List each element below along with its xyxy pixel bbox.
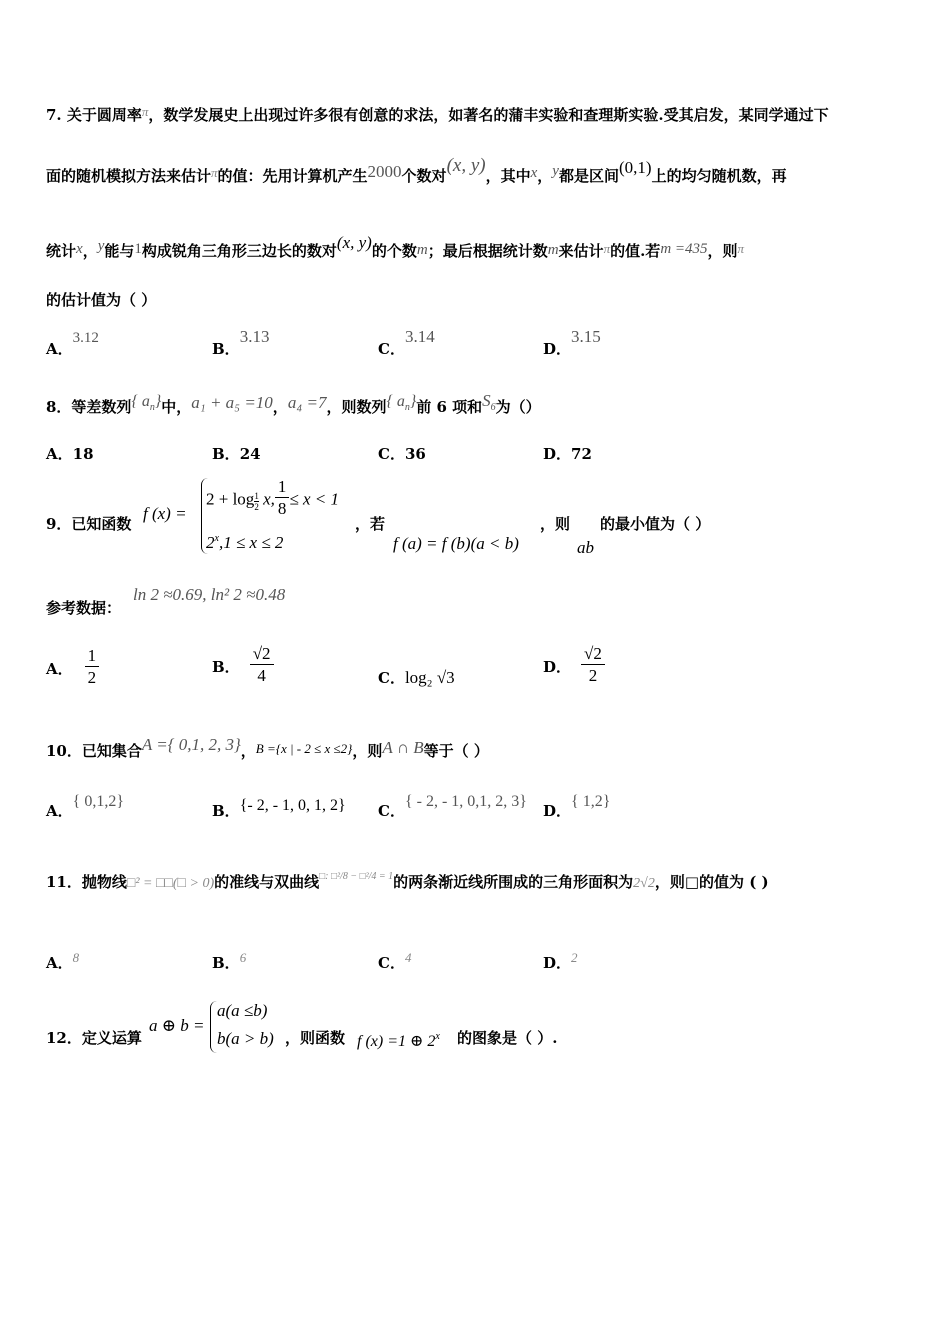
- q8-option-d: D．72: [543, 445, 592, 463]
- y-var: y: [552, 163, 559, 179]
- q9-option-c: C．log₂ √3: [378, 668, 455, 687]
- q10-option-b: B．{- 2, - 1, 0, 1, 2}: [212, 797, 346, 820]
- q9-fx: f (x) =: [143, 504, 187, 523]
- q7-line-3: 统计x，y能与1构成锐角三角形三边长的数对(x, y)的个数m；最后根据统计数m来估计π的值.若m =435，则π: [46, 233, 745, 260]
- q10-option-a: A．{ 0,1,2}: [46, 793, 124, 820]
- y-var: y: [97, 238, 105, 254]
- q8-option-b: B．24: [212, 445, 261, 463]
- q8-stem: 8．等差数列{ $a_n$}中，a₁ + a₅ =10，a₄ =7，则数列{ $a_n$}前 6 项和$S_6$为（）: [46, 391, 541, 416]
- q9-case-2: $2^x,1 \le x \le 2$: [206, 533, 284, 552]
- q12-brace: [210, 1001, 217, 1053]
- q9-condition: f (a) = f (b)(a < b): [393, 534, 519, 553]
- pi-symbol: π: [211, 165, 218, 180]
- q11-option-c: C．4: [378, 950, 412, 972]
- q7-option-d: D．3.15: [543, 327, 601, 358]
- q11-stem: 11．抛物线□² = □□(□ > 0)的准线与双曲线$^{□: □^2/8 - □^2/4 = 1}$的两条渐近线所围成的三角形面积为2√2，则□的值为 ( ): [46, 871, 769, 891]
- q9-option-b: B． $\frac{√2}{4}$: [212, 644, 274, 687]
- q11-option-d: D．2: [543, 950, 578, 972]
- q10-stem: 10．已知集合A ={ 0,1, 2, 3}，B ={x | - 2 ≤ x ≤2}，则A ∩ B等于（ ）: [46, 735, 489, 760]
- m-var: m: [547, 242, 559, 258]
- q7-option-b: B．3.13: [212, 327, 270, 358]
- q9-option-d: D． $\frac{√2}{2}$: [543, 644, 605, 687]
- q12-def: a ⊕ b =: [149, 1016, 205, 1035]
- q9-ref-label: 参考数据：: [46, 599, 122, 617]
- q7-line-1: 7. 关于圆周率π，数学发展史上出现过许多很有创意的求法，如著名的蒲丰实验和查理斯实验.受其启发，某同学通过下: [46, 104, 829, 124]
- pi-symbol: π: [737, 241, 745, 256]
- q9-ref-data: ln 2 ≈0.69, ln² 2 ≈0.48: [133, 585, 286, 604]
- q11-option-b: B．6: [212, 950, 247, 972]
- x-var: x: [530, 165, 538, 181]
- seq-an: { $a_n$}: [131, 393, 162, 413]
- pi-symbol: π: [603, 241, 611, 256]
- q11-option-a: A．8: [46, 950, 80, 972]
- q12-stem-a: 12．定义运算: [46, 1029, 142, 1047]
- q9-stem-c: ，则: [540, 515, 571, 533]
- q7-option-a: A．3.12: [46, 330, 99, 358]
- q9-case-1: 2 + log $\frac{1}{2}$ x, $\frac{1}{8}$ ≤ x < 1: [206, 477, 339, 518]
- q12-case-1: a(a ≤b): [217, 1001, 268, 1020]
- q9-stem-b: ，若: [355, 515, 386, 533]
- q7-line-4: 的估计值为（ ）: [46, 291, 157, 309]
- q9-stem-d: 的最小值为（ ）: [600, 515, 711, 533]
- q8-option-a: A．18: [46, 445, 94, 463]
- q7-option-c: C．3.14: [378, 327, 435, 358]
- q12-stem-c: 的图象是（ ）.: [457, 1029, 558, 1047]
- q12-stem-b: ，则函数: [285, 1029, 346, 1047]
- q12-fx: f (x) =1 ⊕ 2$^x$: [357, 1031, 440, 1050]
- q10-option-d: D．{ 1,2}: [543, 793, 611, 820]
- pi-symbol: π: [141, 104, 149, 119]
- q10-option-c: C．{ - 2, - 1, 0,1, 2, 3}: [378, 793, 527, 820]
- q9-ab: ab: [577, 538, 594, 557]
- q9-stem-a: 9．已知函数: [46, 515, 132, 533]
- q9-option-a: A． $\frac{1}{2}$: [46, 646, 99, 689]
- seq-an: { $a_n$}: [386, 393, 417, 413]
- m-var: m: [416, 242, 428, 258]
- q8-option-c: C．36: [378, 445, 426, 463]
- q7-line-2: 面的随机模拟方法来估计π的值：先用计算机产生2000个数对(x, y)，其中x，y都是区间(0,1)上的均匀随机数，再: [46, 155, 787, 185]
- s6: $S_6$: [482, 391, 496, 413]
- q12-case-2: b(a > b): [217, 1029, 274, 1048]
- x-var: x: [76, 241, 83, 257]
